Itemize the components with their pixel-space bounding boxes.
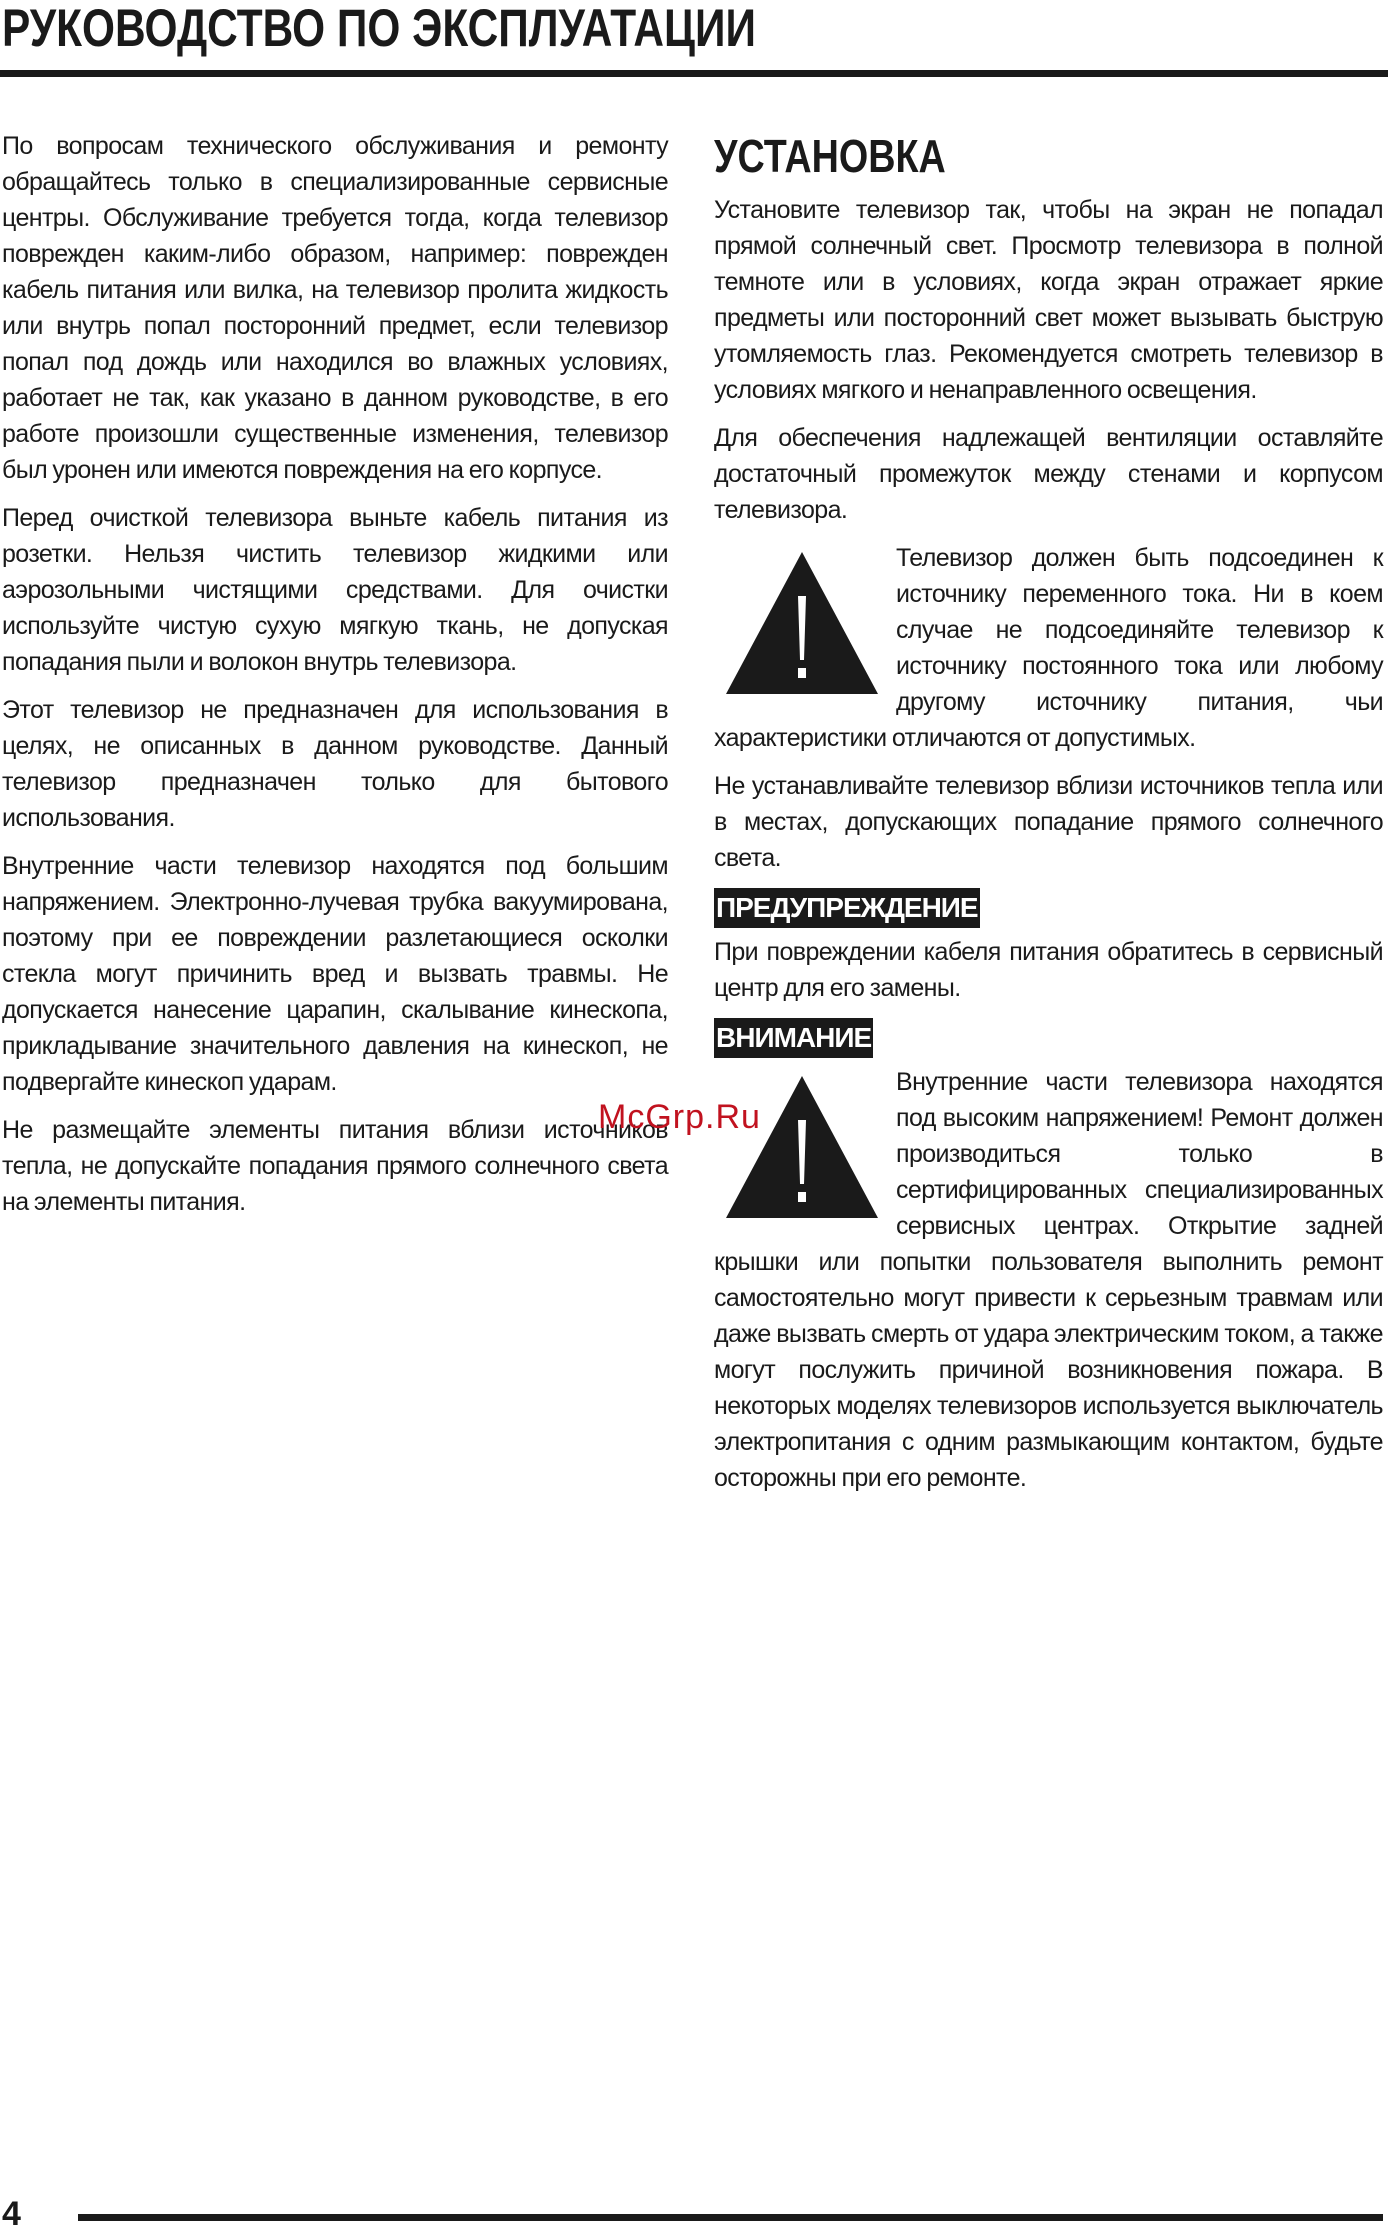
- paragraph-batteries: Не размещайте элементы питания вблизи источников тепла, не допускайте попадания прямого солнечного света на элементы питания.: [2, 1116, 668, 1216]
- watermark: McGrp.Ru: [598, 1098, 761, 1136]
- paragraph-purpose: Этот телевизор не предназначен для использования в целях, не описанных в данном руководстве. Данный телевизор предназначен только для бытового использования.: [2, 696, 668, 832]
- warning-block-ac-power: [714, 540, 1383, 756]
- header-rule: [0, 70, 1388, 77]
- footer-rule: [78, 2214, 1383, 2221]
- label-attention: ВНИМАНИЕ: [714, 1018, 873, 1058]
- warning-triangle-icon: [722, 1072, 882, 1222]
- paragraph-cable-damage: При повреждении кабеля питания обратитесь в сервисный центр для его замены.: [714, 938, 1383, 1002]
- right-column: [714, 128, 1383, 1508]
- page-footer: [0, 2192, 1388, 2238]
- page-title: РУКОВОДСТВО ПО ЭКСПЛУАТАЦИИ: [2, 0, 756, 58]
- paragraph-heat-sources: Не устанавливайте телевизор вблизи источников тепла или в местах, допускающих попадание прямого солнечного света.: [714, 772, 1383, 872]
- paragraph-placement: Установите телевизор так, чтобы на экран не попадал прямой солнечный свет. Просмотр телевизора в полной темноте или в условиях, когда экран отражает яркие предметы или посторонний свет может вызывать быструю утомляемость глаз. Рекомендуется смотреть телевизор в условиях мягкого и ненаправленного освещения.: [714, 196, 1383, 404]
- paragraph-cleaning: Перед очисткой телевизора выньте кабель питания из розетки. Нельзя чистить телевизор жидкими или аэрозольными чистящими средствами. Для очистки используйте чистую сухую мягкую ткань, не допуская попадания пыли и волокон внутрь телевизора.: [2, 504, 668, 676]
- label-warning: ПРЕДУПРЕЖДЕНИЕ: [714, 888, 980, 928]
- warning-text-ac-power: Телевизор должен быть подсоединен к источнику переменного тока. Ни в коем случае не подсоединяйте телевизор к источнику постоянного тока или любому другому источнику питания, чьи характеристики отличаются от допустимых.: [714, 544, 1383, 752]
- paragraph-ventilation: Для обеспечения надлежащей вентиляции оставляйте достаточный промежуток между стенами и корпусом телевизора.: [714, 424, 1383, 524]
- warning-text-high-voltage: Внутренние части телевизора находятся под высоким напряжением! Ремонт должен производиться только в сертифицированных специализированных сервисных центрах. Открытие задней крышки или попытки пользователя выполнить ремонт самостоятельно могут привести к серьезным травмам или даже вызвать смерть от удара электрическим током, а также могут послужить причиной возникновения пожара. В некоторых моделях телевизоров используется выключатель электропитания с одним размыкающим контактом, будьте осторожны при его ремонте.: [714, 1068, 1383, 1492]
- page-header: [0, 0, 1388, 80]
- left-column: [2, 128, 668, 1232]
- section-title-installation: УСТАНОВКА: [714, 130, 946, 182]
- warning-block-high-voltage: [714, 1064, 1383, 1496]
- paragraph-service: По вопросам технического обслуживания и ремонту обращайтесь только в специализированные сервисные центры. Обслуживание требуется тогда, когда телевизор поврежден каким-либо образом, например: поврежден кабель питания или вилка, на телевизор пролита жидкость или внутрь попал посторонний предмет, если телевизор попал под дождь или находился во влажных условиях, работает не так, как указано в данном руководстве, в его работе произошли существенные изменения, телевизор был уронен или имеются повреждения на его корпусе.: [2, 132, 668, 484]
- page-number: 4: [2, 2195, 21, 2233]
- paragraph-high-voltage: Внутренние части телевизор находятся под большим напряжением. Электронно-лучевая трубка вакуумирована, поэтому при ее повреждении разлетающиеся осколки стекла могут причинить вред и вызвать травмы. Не допускается нанесение царапин, скалывание кинескопа, прикладывание значительного давления на кинескоп, не подвергайте кинескоп ударам.: [2, 852, 668, 1096]
- warning-triangle-icon: [722, 548, 882, 698]
